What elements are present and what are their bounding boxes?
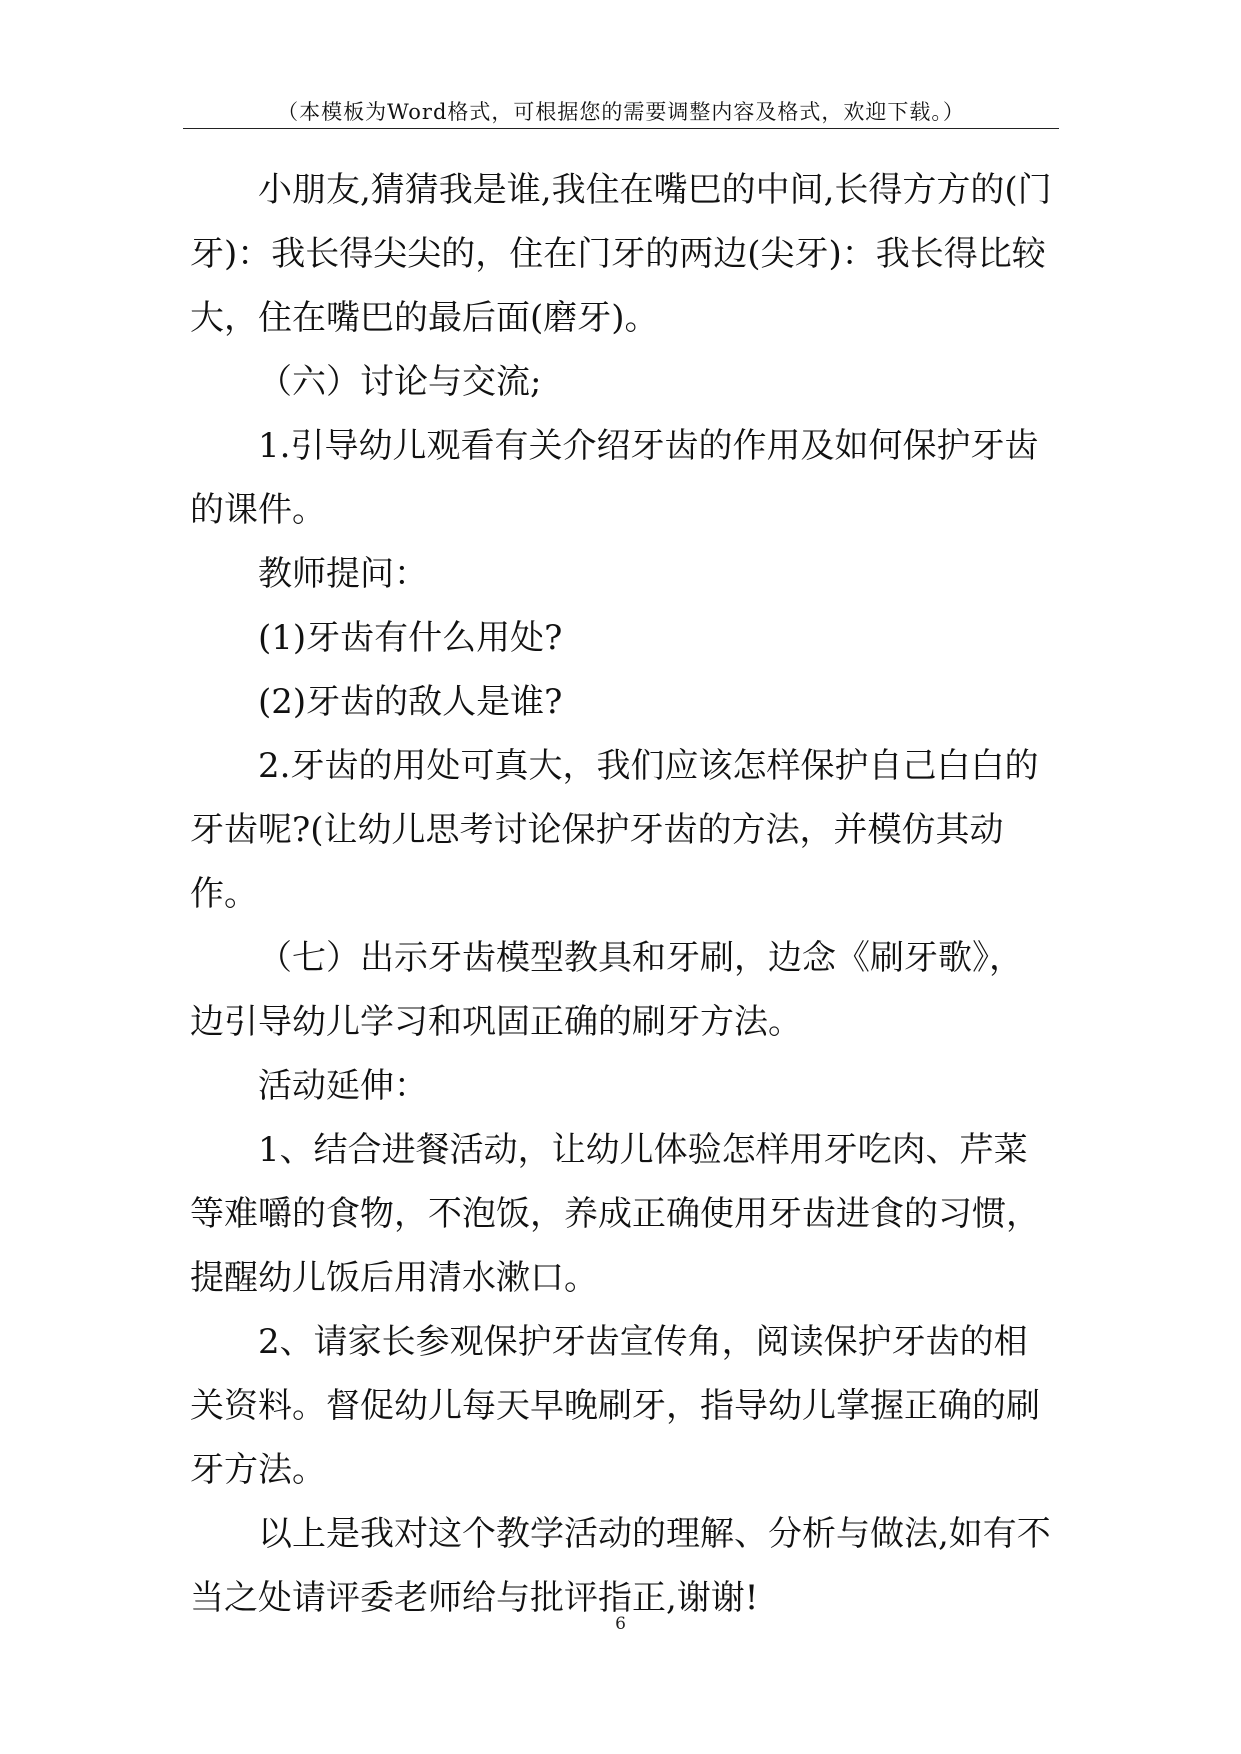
paragraph-extension-2: 2、请家长参观保护牙齿宣传角，阅读保护牙齿的相关资料。督促幼儿每天早晚刷牙，指导幼儿掌握正确的刷牙方法。 [190, 1322, 1040, 1490]
document-body [190, 158, 1056, 1630]
header-divider [183, 128, 1059, 129]
paragraph-question-2: (2)牙齿的敌人是谁? [258, 682, 563, 722]
paragraph-extension-title: 活动延伸： [258, 1066, 428, 1106]
paragraph-step-1: 1.引导幼儿观看有关介绍牙齿的作用及如何保护牙齿的课件。 [190, 426, 1039, 530]
paragraph-section-six: （六）讨论与交流; [258, 362, 542, 402]
paragraph-section-seven: （七）出示牙齿模型教具和牙刷，边念《刷牙歌》，边引导幼儿学习和巩固正确的刷牙方法。 [190, 938, 1023, 1042]
paragraph-step-2: 2.牙齿的用处可真大，我们应该怎样保护自己白白的牙齿呢?(让幼儿思考讨论保护牙齿的方法，并模仿其动作。 [190, 746, 1039, 914]
paragraph-teacher-question: 教师提问： [258, 554, 428, 594]
page-header-note: （本模板为Word格式，可根据您的需要调整内容及格式，欢迎下载。） [277, 100, 965, 124]
paragraph-extension-1: 1、结合进餐活动，让幼儿体验怎样用牙吃肉、芹菜等难嚼的食物，不泡饭，养成正确使用牙齿进食的习惯，提醒幼儿饭后用清水漱口。 [190, 1130, 1040, 1298]
paragraph-question-1: (1)牙齿有什么用处? [258, 618, 563, 658]
paragraph-guess-teeth: 小朋友,猜猜我是谁,我住在嘴巴的中间,长得方方的(门牙)：我长得尖尖的，住在门牙的两边(尖牙)：我长得比较大，住在嘴巴的最后面(磨牙)。 [190, 170, 1052, 338]
page-number: 6 [615, 1614, 626, 1634]
paragraph-closing: 以上是我对这个教学活动的理解、分析与做法,如有不当之处请评委老师给与批评指正,谢谢! [190, 1514, 1051, 1618]
